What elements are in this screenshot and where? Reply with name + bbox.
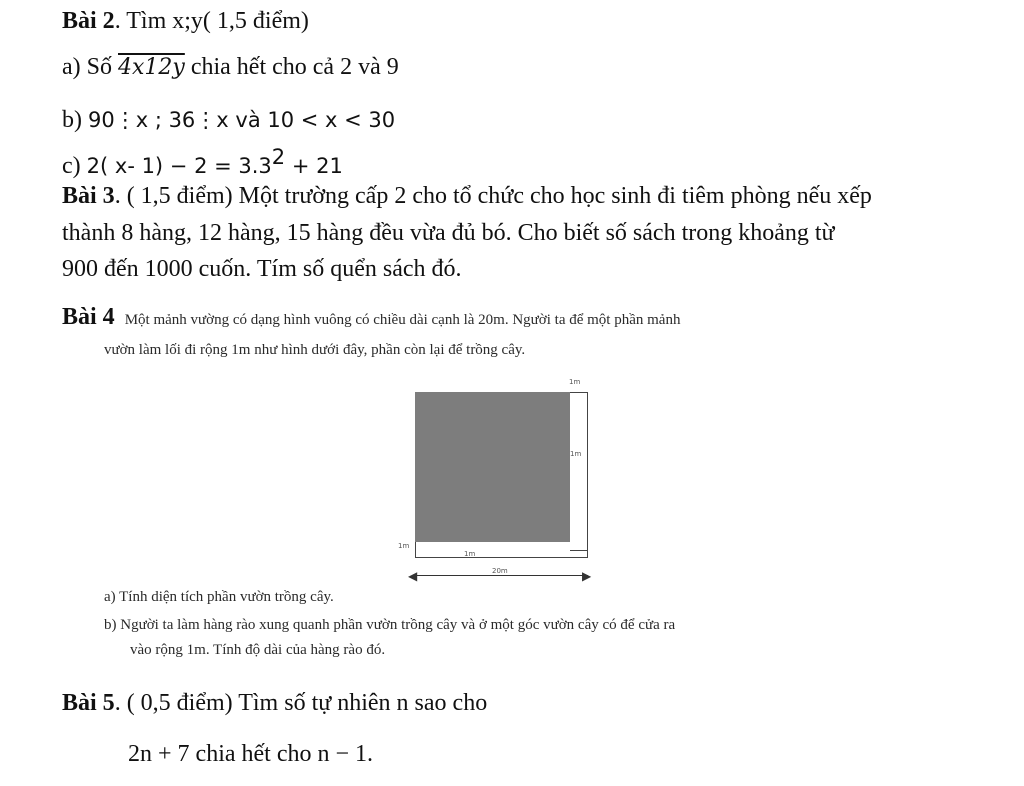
bai2-a-suffix: chia hết cho cả 2 và 9 [184, 54, 399, 80]
bai4-title-bold: Bài 4 [62, 304, 115, 330]
path-vertical [570, 392, 588, 551]
bai2-b-math: 90⋮x ; 36⋮x và 10 < x < 30 [88, 108, 396, 132]
bai5-line1-rest: . ( 0,5 điểm) Tìm số tự nhiên n sao cho [114, 690, 488, 716]
fig-label-side: 1m [570, 450, 582, 458]
bai3-line1 [62, 183, 872, 210]
bai2-title [62, 8, 309, 35]
bai2-item-b [62, 107, 395, 134]
bai2-c-prefix: c) [62, 153, 87, 179]
bai2-b-prefix: b) [62, 107, 88, 133]
bai4-line1 [62, 304, 680, 331]
bai2-item-a [62, 54, 399, 81]
bai4-item-b1: b) Người ta làm hàng rào xung quanh phần vườn trồng cây và ở một góc vườn cây có để cửa ra [104, 617, 676, 633]
fig-label-inner: 1m [464, 550, 476, 558]
arrow-left-icon: ◀ [408, 569, 418, 583]
bai5-title-bold: Bài 5 [62, 690, 115, 716]
bai4-line2: vườn làm lối đi rộng 1m như hình dưới đây, phần còn lại để trồng cây. [104, 342, 526, 358]
bai4-item-a: a) Tính diện tích phần vườn trồng cây. [104, 589, 334, 605]
bai2-item-c [62, 145, 343, 180]
bai2-a-number: 4x12y [118, 55, 185, 80]
bai5-line2: 2n + 7 chia hết cho n − 1. [128, 741, 374, 767]
fig-label-top: 1m [569, 378, 581, 386]
planting-area [415, 392, 570, 542]
bai5-line1 [62, 690, 487, 717]
bai3-line2: thành 8 hàng, 12 hàng, 15 hàng đều vừa đủ bó. Cho biết số sách trong khoảng từ [62, 220, 835, 246]
bai3-title-bold: Bài 3 [62, 183, 115, 209]
fig-label-bottom: 20m [492, 567, 508, 575]
bai2-c-math: 2( x- 1) − 2 = 3.3 [86, 154, 272, 178]
path-horizontal [415, 542, 588, 558]
bai2-a-prefix: a) Số [62, 54, 118, 80]
dimension-line [413, 575, 588, 576]
bai2-c-tail: + 21 [285, 154, 343, 178]
fig-label-left: 1m [398, 542, 410, 550]
bai2-c-exponent: 2 [271, 145, 286, 169]
bai2-title-rest: . Tìm x;y( 1,5 điểm) [114, 8, 309, 34]
bai2-title-bold: Bài 2 [62, 8, 115, 34]
bai3-line1-rest: . ( 1,5 điểm) Một trường cấp 2 cho tổ chức cho học sinh đi tiêm phòng nếu xếp [114, 183, 872, 209]
arrow-right-icon: ▶ [582, 569, 592, 583]
bai4-item-b2: vào rộng 1m. Tính độ dài của hàng rào đó. [130, 642, 386, 658]
bai3-line3: 900 đến 1000 cuốn. Tím số quển sách đó. [62, 256, 462, 282]
bai4-line1-text: Một mảnh vường có dạng hình vuông có chiều dài cạnh là 20m. Người ta để một phần mảnh [124, 312, 681, 328]
